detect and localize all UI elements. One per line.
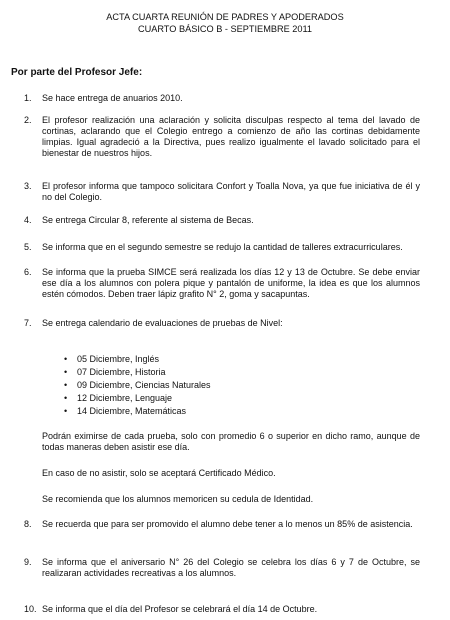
note-paragraph: Podrán eximirse de cada prueba, solo con promedio 6 o superior en dicho ramo, aunque de todas maneras deben asistir ese día.: [42, 431, 420, 452]
item-number: 10.: [24, 604, 37, 614]
item-number: 4.: [24, 215, 32, 225]
evaluation-list-item: [64, 380, 211, 391]
evaluation-list-item: [64, 393, 172, 404]
item-text: Se recuerda que para ser promovido el alumno debe tener a lo menos un 85% de asistencia.: [42, 519, 413, 529]
evaluation-text: 14 Diciembre, Matemáticas: [77, 406, 187, 416]
evaluation-text: 05 Diciembre, Inglés: [77, 354, 160, 364]
item-number: 3.: [24, 181, 32, 191]
bullet-icon: •: [64, 367, 68, 377]
item-number: 8.: [24, 519, 32, 529]
item-text: Se entrega calendario de evaluaciones de pruebas de Nivel:: [42, 318, 283, 328]
item-text: Se informa que la prueba SIMCE será realizada los días 12 y 13 de Octubre. Se debe enviar ese día a los alumnos con polera pique y pantalón de uniforme, la idea es que los alumnos estén cómodos. Deben traer lápiz grafito N° 2, goma y sacapuntas.: [42, 267, 420, 299]
bullet-icon: •: [64, 380, 68, 390]
evaluation-list-item: [64, 406, 186, 417]
document-subtitle: CUARTO BÁSICO B - SEPTIEMBRE 2011: [137, 24, 313, 34]
note-paragraph: En caso de no asistir, solo se aceptará Certificado Médico.: [42, 468, 276, 478]
evaluation-list-item: [64, 367, 166, 378]
item-text: Se hace entrega de anuarios 2010.: [42, 93, 183, 103]
item-number: 9.: [24, 557, 32, 567]
document-title: ACTA CUARTA REUNIÓN DE PADRES Y APODERADOS: [106, 12, 344, 22]
evaluation-text: 09 Diciembre, Ciencias Naturales: [77, 380, 211, 390]
list-item: [24, 318, 420, 329]
item-text: Se informa que el aniversario N° 26 del Colegio se celebra los días 6 y 7 de Octubre, se realizaran actividades recreativas a los alumnos.: [42, 557, 420, 578]
list-item: [24, 115, 420, 159]
evaluation-text: 12 Diciembre, Lenguaje: [77, 393, 173, 403]
bullet-icon: •: [64, 354, 68, 364]
note-paragraph: Se recomienda que los alumnos memoricen su cedula de Identidad.: [42, 494, 314, 504]
bullet-icon: •: [64, 406, 68, 416]
bullet-icon: •: [64, 393, 68, 403]
list-item: [24, 242, 420, 253]
item-text: Se informa que el día del Profesor se celebrará el día 14 de Octubre.: [42, 604, 318, 614]
item-text: Se entrega Circular 8, referente al sistema de Becas.: [42, 215, 254, 225]
item-number: 7.: [24, 318, 32, 328]
list-item: [24, 267, 420, 300]
item-number: 1.: [24, 93, 32, 103]
item-text: El profesor realización una aclaración y solicita disculpas respecto al tema del lavado de cortinas, aclarando que el Colegio entrego a comienzo de año las cortinas debidamente limpias. Igual agradeció a la Directiva, pues realizo igualmente el lavado solicitado para el bienestar de nuestros hijos.: [42, 115, 420, 158]
item-number: 2.: [24, 115, 32, 125]
section-heading: Por parte del Profesor Jefe:: [11, 67, 143, 78]
item-number: 6.: [24, 267, 32, 277]
item-text: Se informa que en el segundo semestre se redujo la cantidad de talleres extracurriculares.: [42, 242, 403, 252]
list-item: [24, 519, 420, 530]
list-item: [24, 215, 420, 226]
evaluation-text: 07 Diciembre, Historia: [77, 367, 166, 377]
list-item: [24, 604, 420, 615]
item-number: 5.: [24, 242, 32, 252]
list-item: [24, 557, 420, 579]
list-item: [24, 93, 420, 104]
item-text: El profesor informa que tampoco solicitara Confort y Toalla Nova, ya que fue iniciativa de él y no del Colegio.: [42, 181, 420, 202]
list-item: [24, 181, 420, 203]
evaluation-list-item: [64, 354, 159, 365]
